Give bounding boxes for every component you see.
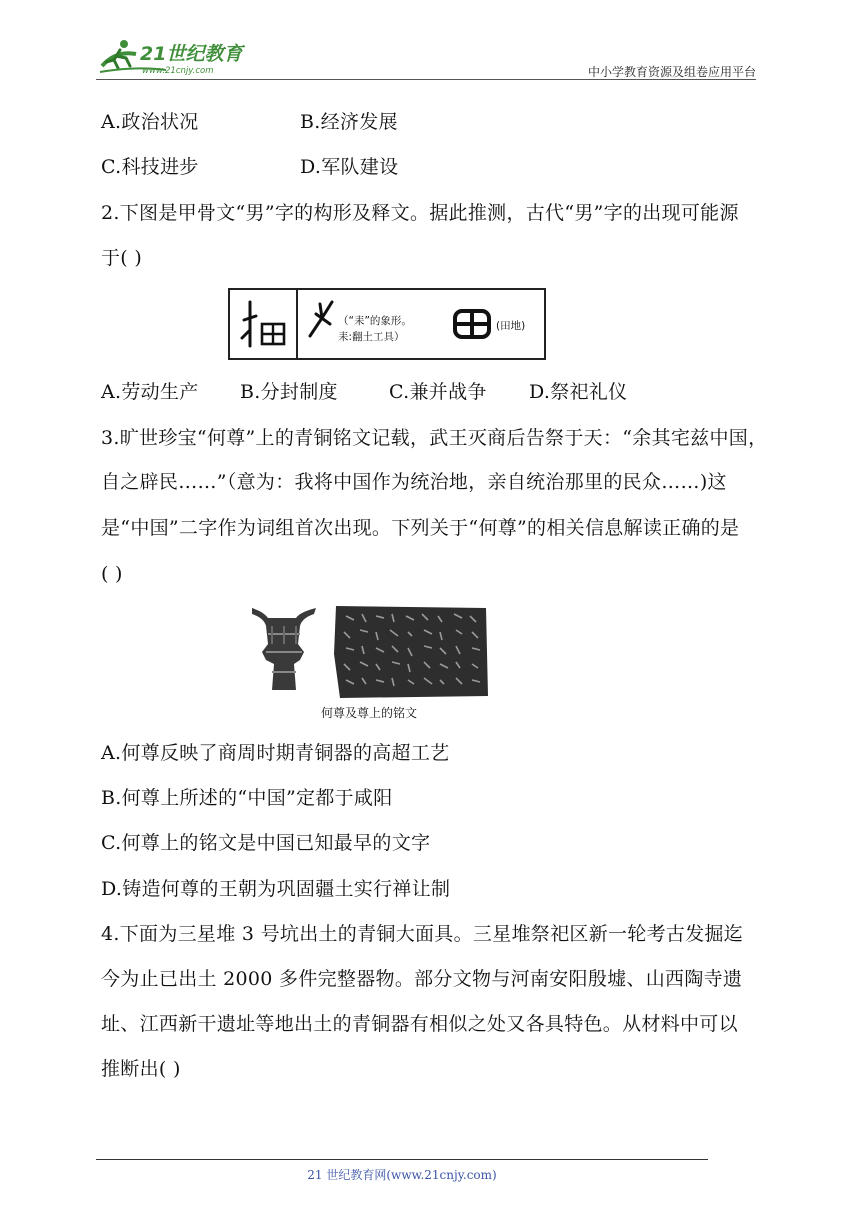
q3-stem-line1: 3.旷世珍宝“何尊”上的青铜铭文记载，武王灭商后告祭于天：“余其宅兹中国， <box>101 427 768 449</box>
footer-divider <box>96 1159 708 1160</box>
q3-stem-line2: 自之辟民……”（意为：我将中国作为统治地，亲自统治那里的民众……)这 <box>101 471 727 493</box>
q4-stem-line3: 址、江西新干遗址等地出土的青铜器有相似之处又各具特色。从材料中可以 <box>101 1013 738 1035</box>
field-glyph-icon <box>452 308 492 340</box>
q2-stem-line2: 于( ) <box>101 247 143 269</box>
plow-caption-line1: （“耒”的象形。 <box>338 315 412 327</box>
header-divider <box>96 79 756 80</box>
inscription-rubbing-icon <box>334 606 488 698</box>
q3-stem-line3: 是“中国”二字作为词组首次出现。下列关于“何尊”的相关信息解读正确的是 <box>101 517 740 539</box>
site-logo <box>96 36 266 80</box>
q3-option-d: D.铸造何尊的王朝为巩固疆土实行禅让制 <box>101 878 451 900</box>
q2-option-c: C.兼并战争 <box>389 381 487 403</box>
q4-stem-line2: 今为止已出土 2000 多件完整器物。部分文物与河南安阳殷墟、山西陶寺遗 <box>101 968 743 990</box>
he-zun-figure <box>244 604 494 724</box>
q1-option-a: A.政治状况 <box>101 111 199 133</box>
he-zun-bronze-image <box>244 604 494 700</box>
q1-option-d: D.军队建设 <box>300 156 399 178</box>
q3-option-c: C.何尊上的铭文是中国已知最早的文字 <box>101 832 431 854</box>
oracle-bone-figure <box>228 288 546 360</box>
q3-option-b: B.何尊上所述的“中国”定都于咸阳 <box>101 787 393 809</box>
q1-option-c: C.科技进步 <box>101 156 199 178</box>
he-zun-caption: 何尊及尊上的铭文 <box>320 706 417 720</box>
runner-logo-icon <box>96 36 266 80</box>
q2-option-a: A.劳动生产 <box>101 381 199 403</box>
q3-option-a: A.何尊反映了商周时期青铜器的高超工艺 <box>101 742 450 764</box>
q1-option-b: B.经济发展 <box>300 111 398 133</box>
q4-stem-line1: 4.下面为三星堆 3 号坑出土的青铜大面具。三星堆祭祀区新一轮考古发掘迄 <box>101 923 744 945</box>
oracle-character-nan-icon <box>236 298 292 350</box>
q4-stem-line4: 推断出( ) <box>101 1058 181 1080</box>
q2-option-b: B.分封制度 <box>240 381 338 403</box>
q2-stem-line1: 2.下图是甲骨文“男”字的构形及释文。据此推测，古代“男”字的出现可能源 <box>101 202 739 224</box>
q2-option-d: D.祭祀礼仪 <box>529 381 628 403</box>
platform-name: 中小学教育资源及组卷应用平台 <box>587 65 756 79</box>
field-caption: (田地) <box>496 320 526 332</box>
figure-divider <box>296 290 298 358</box>
plow-glyph-icon <box>306 296 336 342</box>
bronze-vessel-icon <box>252 608 316 690</box>
q3-stem-line4: ( ) <box>101 563 123 585</box>
footer-site-link[interactable]: 21 世纪教育网(www.21cnjy.com) <box>307 1168 497 1182</box>
logo-text: 21世纪教育 <box>140 43 243 65</box>
logo-url: www.21cnjy.com <box>142 66 214 76</box>
plow-caption-line2: 耒:翻土工具） <box>338 331 405 343</box>
